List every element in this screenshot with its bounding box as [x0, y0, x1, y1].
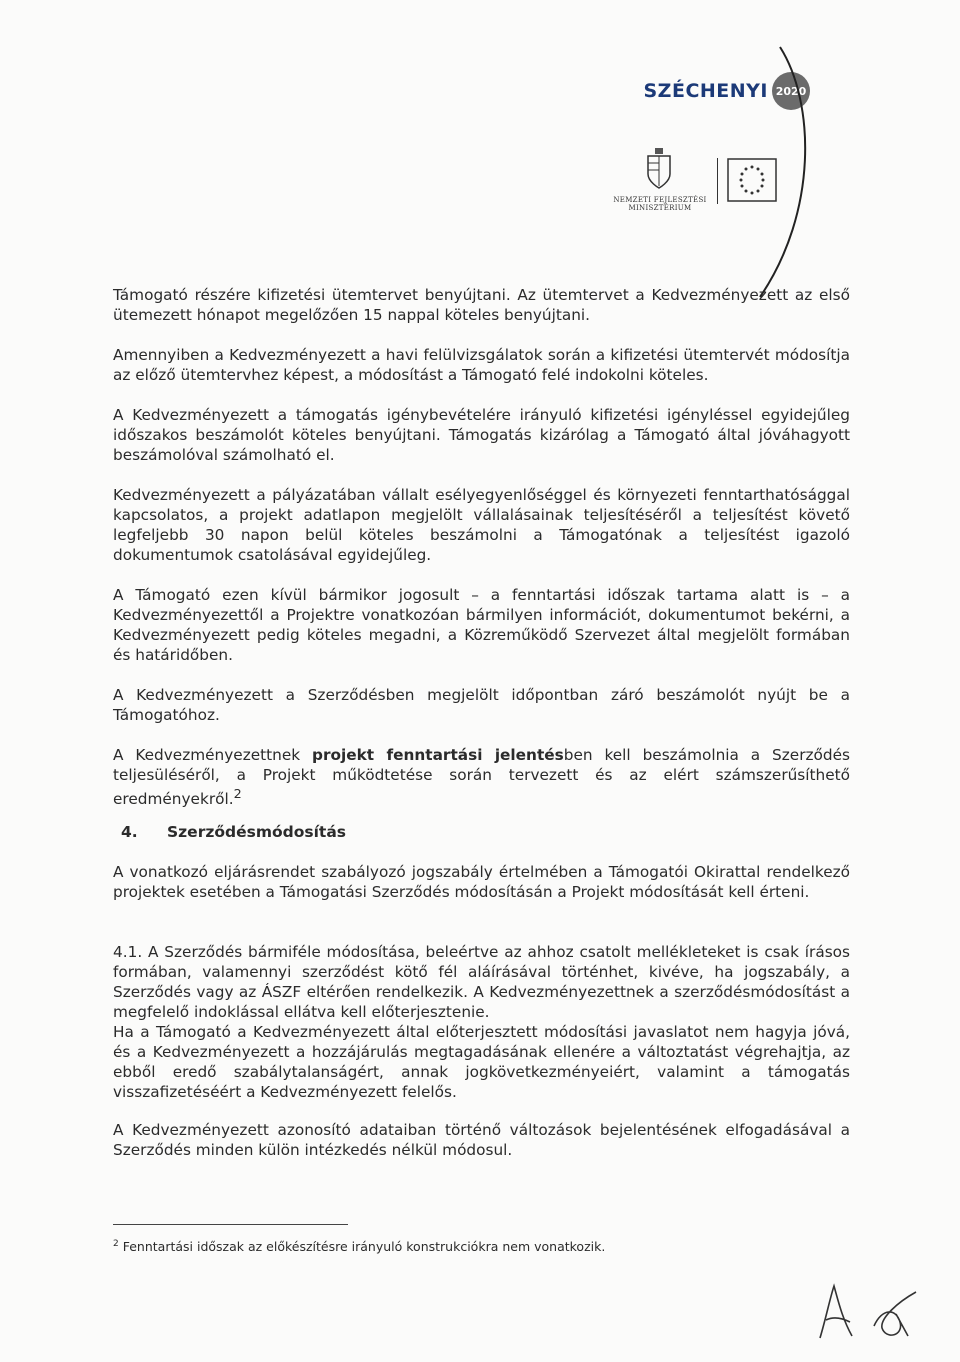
footnote-marker: 2 [113, 1239, 119, 1249]
brand-badge: 2020 [772, 72, 810, 110]
section-paragraph-3: Ha a Támogató a Kedvezményezett által előterjesztett módosítási javaslatot nem hagyja jóvá, és a Kedvezményezett a hozzájárulás megtagadásának ellenére a változtatást végrehajtja, az ebből eredő szabálytalanságért, annak jogkövetkezményeiért, valamint a támogatás visszafizetéséért a Kedvezményezett felelős. [113, 1023, 850, 1101]
ministry-line-1: NEMZETI FEJLESZTÉSI [613, 196, 707, 204]
section-heading [121, 823, 346, 841]
initials-signature [812, 1278, 932, 1348]
section-paragraph-4: A Kedvezményezett azonosító adataiban történő változások bejelentésének elfogadásával a Szerződés minden külön intézkedés nélkül módosul. [113, 1121, 850, 1159]
paragraph-1: Támogató részére kifizetési ütemtervet benyújtani. Az ütemtervet a Kedvezményezett az első ütemezett hónapot megelőzően 15 nappal köteles benyújtani. [113, 286, 850, 324]
ministry-line-2: MINISZTÉRIUM [628, 204, 692, 212]
paragraph-4: Kedvezményezett a pályázatában vállalt esélyegyenlőséggel és környezeti fenntarthatósággal kapcsolatos, a projekt adatlapon megjelölt vállalásainak teljesítéséről a teljesítést követő legfeljebb 30 napon belül köteles beszámolni a Támogatónak a teljesítést igazoló dokumentumok csatolásával egyidejűleg. [113, 486, 850, 564]
paragraph-2: Amennyiben a Kedvezményezett a havi felülvizsgálatok során a kifizetési ütemtervét módosítja az előző ütemtervhez képest, a módosítást a Támogató felé indokolni köteles. [113, 346, 850, 384]
footnote-reference: 2 [233, 787, 242, 802]
section-title: Szerződésmódosítás [167, 823, 347, 841]
header-divider [717, 158, 718, 204]
coat-of-arms-icon [645, 148, 673, 190]
footnote [113, 1239, 605, 1254]
footnote-rule [113, 1224, 348, 1225]
paragraph-7 [113, 745, 850, 809]
footnote-text: Fenntartási időszak az előkészítésre irányuló konstrukciókra nem vonatkozik. [122, 1239, 606, 1255]
paragraph-7-end: ben kell beszámolnia a Szerződés teljesüléséről, a Projekt működtetése során tervezett és az elért számszerűsíthető eredményekről. [113, 746, 850, 809]
section-paragraph-1: A vonatkozó eljárásrendet szabályozó jogszabály értelmében a Támogatói Okirattal rendelkező projektek esetében a Támogatási Szerződés módosításán a Projekt módosítását kell érteni. [113, 863, 850, 901]
ministry-name [600, 196, 720, 212]
eu-flag-icon [727, 158, 777, 202]
paragraph-7-bold: projekt fenntartási jelentés [312, 746, 564, 764]
paragraph-6: A Kedvezményezett a Szerződésben megjelölt időpontban záró beszámolót nyújt be a Támogatóhoz. [113, 686, 850, 724]
brand-name: SZÉCHENYI [643, 80, 768, 102]
paragraph-7-start: A Kedvezményezettnek [113, 746, 313, 764]
paragraph-5: A Támogató ezen kívül bármikor jogosult – a fenntartási időszak tartama alatt is – a Kedvezményezettől a Projektre vonatkozóan bármilyen információt, dokumentumot bekérni, a Kedvezményezett pedig köteles megadni, a Közreműködő Szervezet által megjelölt formában és határidőben. [113, 586, 850, 664]
section-paragraph-2: 4.1. A Szerződés bármiféle módosítása, beleértve az ahhoz csatolt mellékleteket is csak írásos formában, valamennyi szerződést kötő fél aláírásával történhet, kivéve, ha jogszabály, a Szerződés vagy az ÁSZF eltérően rendelkezik. A Kedvezményezettnek a szerződésmódosítást a megfelelő indoklással ellátva kell előterjesztenie. [113, 943, 850, 1021]
paragraph-3: A Kedvezményezett a támogatás igénybevételére irányuló kifizetési igényléssel egyidejűleg időszakos beszámolót köteles benyújtani. Támogatás kizárólag a Támogató által jóváhagyott beszámolóval számolható el. [113, 406, 850, 464]
section-number: 4. [121, 823, 138, 841]
